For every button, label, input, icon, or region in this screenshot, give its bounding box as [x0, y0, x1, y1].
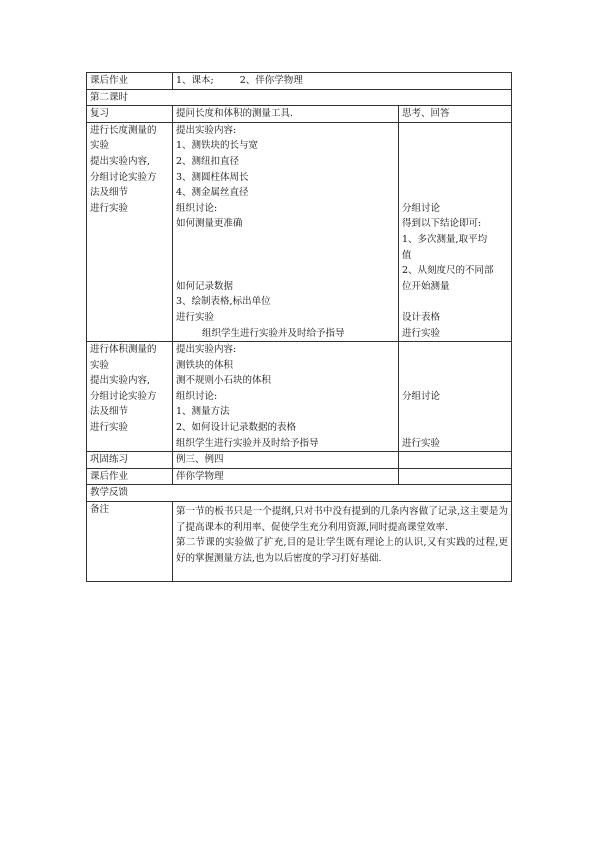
- homework-top-item-2: 2、伴你学物理: [239, 75, 303, 86]
- volume-label-line: 法及细节: [90, 406, 129, 418]
- homework-top-label: 课后作业: [87, 73, 173, 90]
- length-content-line: 3、绘制表格,标出单位: [176, 296, 271, 308]
- volume-content-line: 组织学生进行实验并及时给予指导: [176, 437, 319, 449]
- length-student-line: 分组讨论: [402, 202, 441, 214]
- length-content-line: 如何测量更准确: [176, 218, 243, 230]
- length-label-line: 实验: [90, 140, 110, 152]
- length-label-line: 法及细节: [90, 187, 129, 199]
- homework-bottom-content: 伴你学物理: [173, 468, 399, 485]
- length-student-line: 1、多次测量,取平均: [402, 233, 488, 245]
- length-student-line: 进行实验: [402, 327, 441, 339]
- notes-content: [173, 502, 512, 582]
- notes-paragraph-1: 第一节的板书只是一个提纲,只对书中没有提到的几条内容做了记录,这主要是为了提高课本的利用率、促使学生充分利用资源,同时提高课堂效率.: [176, 506, 509, 533]
- volume-label-line: 实验: [90, 359, 110, 371]
- volume-content-line: 1、测量方法: [176, 406, 230, 418]
- length-student-line: 得到以下结论即可:: [402, 218, 482, 230]
- feedback-heading: 教学反馈: [87, 485, 512, 502]
- practice-label: 巩固练习: [87, 452, 173, 469]
- volume-content-line: 测铁块的体积: [176, 359, 234, 371]
- notes-paragraph-2: 第二节课的实验做了扩充,目的是让学生既有理论上的认识,又有实践的过程,更好的掌握测量方法,也为以后密度的学习打好基础.: [176, 537, 509, 564]
- homework-bottom-student: [399, 468, 512, 485]
- length-label-line: 进行实验: [90, 202, 129, 214]
- volume-student-line: 进行实验: [402, 437, 441, 449]
- table-row-notes: [87, 502, 512, 582]
- practice-content: 例三、例四: [173, 452, 399, 469]
- length-label-line: 进行长度测量的: [90, 124, 157, 136]
- length-label-line: 提出实验内容,: [90, 155, 151, 167]
- review-label: 复习: [87, 106, 173, 123]
- length-content-line: 组织讨论:: [176, 202, 218, 214]
- length-student-line: 位开始测量: [402, 280, 450, 292]
- volume-label-line: 进行体积测量的: [90, 344, 157, 356]
- length-content-cell: [173, 122, 399, 341]
- length-content-line: 如何记录数据: [176, 280, 234, 292]
- table-row-practice: [87, 452, 512, 469]
- length-content-indented-line: 组织学生进行实验并及时给予指导: [202, 327, 345, 339]
- review-content: 提问长度和体积的测量工具.: [173, 106, 399, 123]
- length-content-line: 3、测圆柱体周长: [176, 171, 249, 183]
- table-row-feedback: [87, 485, 512, 502]
- length-label-cell: [87, 122, 173, 341]
- volume-label-cell: [87, 342, 173, 452]
- length-content-line: 1、测铁块的长与宽: [176, 140, 259, 152]
- volume-content-line: 提出实验内容:: [176, 344, 237, 356]
- table-row-second-lesson: [87, 89, 512, 106]
- lesson-plan-table: [86, 72, 512, 582]
- length-content-line: 提出实验内容:: [176, 124, 237, 136]
- volume-content-line: 测不规则小石块的体积: [176, 375, 272, 387]
- review-student: 思考、回答: [399, 106, 512, 123]
- volume-label-line: 分组讨论实验方: [90, 390, 157, 402]
- volume-student-cell: [399, 342, 512, 452]
- length-content-line: 进行实验: [176, 311, 215, 323]
- table-row-volume-measurement: [87, 342, 512, 452]
- length-student-line: 2、从刻度尺的不同部: [402, 265, 494, 277]
- volume-label-line: 提出实验内容,: [90, 375, 151, 387]
- volume-content-line: 组织讨论:: [176, 390, 218, 402]
- volume-student-line: 分组讨论: [402, 390, 441, 402]
- notes-label: 备注: [87, 502, 173, 582]
- length-content-line: 4、测金属丝直径: [176, 187, 249, 199]
- volume-content-cell: [173, 342, 399, 452]
- homework-top-item-1: 1、课本;: [176, 75, 214, 86]
- practice-student: [399, 452, 512, 469]
- length-content-line: 2、测纽扣直径: [176, 155, 240, 167]
- length-student-line: 设计表格: [402, 311, 441, 323]
- volume-label-line: 进行实验: [90, 422, 129, 434]
- length-student-line: 值: [402, 249, 412, 261]
- table-row-review: [87, 106, 512, 123]
- length-student-cell: [399, 122, 512, 341]
- homework-bottom-label: 课后作业: [87, 468, 173, 485]
- volume-content-line: 2、如何设计记录数据的表格: [176, 422, 297, 434]
- table-row-homework-bottom: [87, 468, 512, 485]
- second-lesson-heading: 第二课时: [87, 89, 512, 106]
- table-row-homework-top: [87, 73, 512, 90]
- table-row-length-measurement: [87, 122, 512, 341]
- length-label-line: 分组讨论实验方: [90, 171, 157, 183]
- homework-top-content: [173, 73, 512, 90]
